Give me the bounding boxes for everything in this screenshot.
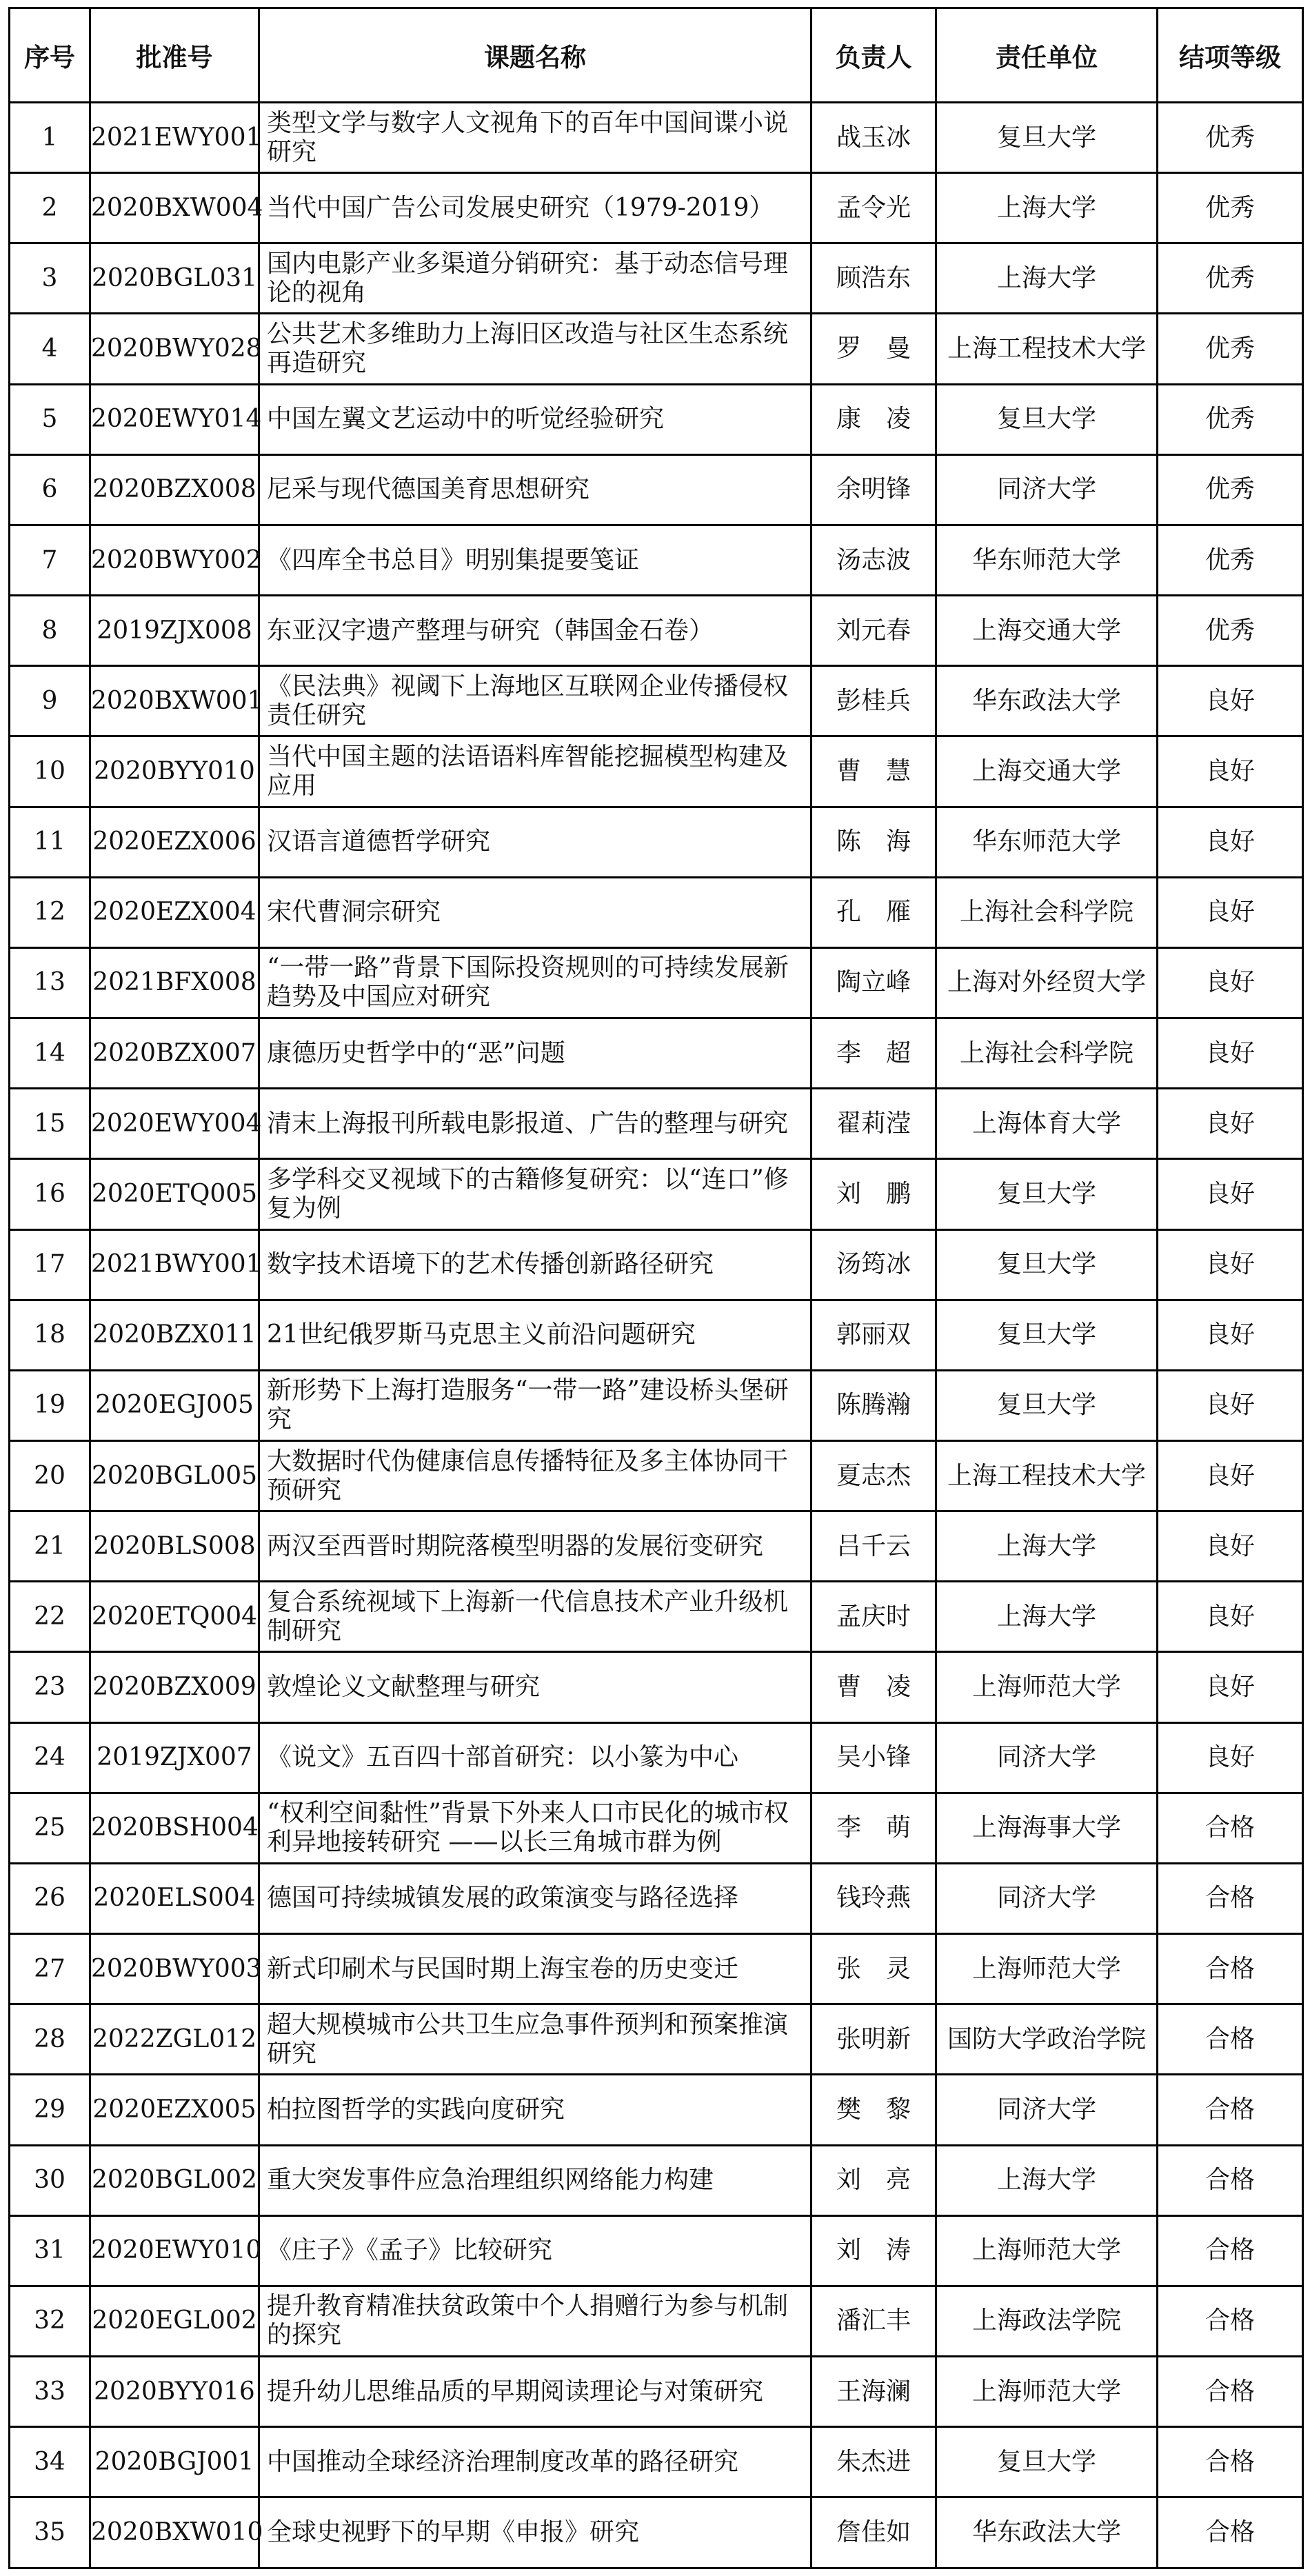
cell-title: 《说文》五百四十部首研究：以小篆为中心 — [259, 1722, 812, 1793]
cell-leader: 夏志杰 — [812, 1440, 936, 1511]
cell-no: 15 — [10, 1089, 90, 1159]
header-cell-leader: 负责人 — [812, 8, 936, 103]
table-row — [10, 1582, 1303, 1652]
cell-title: 东亚汉字遗产整理与研究（韩国金石卷） — [259, 596, 812, 666]
cell-leader: 余明锋 — [812, 454, 936, 525]
table-row — [10, 596, 1303, 666]
cell-code: 2020BZX009 — [90, 1652, 259, 1722]
cell-grade: 良好 — [1158, 1722, 1303, 1793]
cell-leader: 曹 凌 — [812, 1652, 936, 1722]
cell-title: 尼采与现代德国美育思想研究 — [259, 454, 812, 525]
cell-no: 9 — [10, 666, 90, 736]
cell-no: 16 — [10, 1159, 90, 1229]
table-row — [10, 454, 1303, 525]
cell-grade: 良好 — [1158, 1159, 1303, 1229]
cell-no: 26 — [10, 1863, 90, 1933]
cell-title: 新式印刷术与民国时期上海宝卷的历史变迁 — [259, 1934, 812, 2004]
cell-grade: 合格 — [1158, 1934, 1303, 2004]
table-row — [10, 103, 1303, 173]
cell-title: 清末上海报刊所载电影报道、广告的整理与研究 — [259, 1089, 812, 1159]
cell-title: 中国推动全球经济治理制度改革的路径研究 — [259, 2427, 812, 2497]
cell-no: 23 — [10, 1652, 90, 1722]
cell-grade: 良好 — [1158, 1089, 1303, 1159]
cell-unit: 上海交通大学 — [936, 736, 1158, 807]
cell-leader: 王海澜 — [812, 2357, 936, 2427]
cell-unit: 复旦大学 — [936, 1370, 1158, 1440]
cell-unit: 复旦大学 — [936, 1229, 1158, 1300]
cell-no: 11 — [10, 807, 90, 877]
cell-leader: 潘汇丰 — [812, 2286, 936, 2356]
header-cell-unit: 责任单位 — [936, 8, 1158, 103]
cell-unit: 上海社会科学院 — [936, 877, 1158, 947]
cell-no: 30 — [10, 2145, 90, 2215]
cell-no: 4 — [10, 314, 90, 384]
cell-no: 3 — [10, 243, 90, 314]
table-row — [10, 2497, 1303, 2568]
cell-code: 2019ZJX007 — [90, 1722, 259, 1793]
results-table — [8, 7, 1304, 2569]
cell-unit: 国防大学政治学院 — [936, 2004, 1158, 2075]
cell-no: 28 — [10, 2004, 90, 2075]
cell-grade: 合格 — [1158, 2286, 1303, 2356]
table-row — [10, 2004, 1303, 2075]
cell-leader: 孟庆时 — [812, 1582, 936, 1652]
cell-unit: 同济大学 — [936, 1863, 1158, 1933]
cell-code: 2020BWY002 — [90, 525, 259, 595]
cell-grade: 优秀 — [1158, 525, 1303, 595]
table-row — [10, 1440, 1303, 1511]
table-row — [10, 2145, 1303, 2215]
table-row — [10, 2075, 1303, 2145]
cell-leader: 李 超 — [812, 1018, 936, 1089]
cell-no: 33 — [10, 2357, 90, 2427]
cell-no: 19 — [10, 1370, 90, 1440]
cell-code: 2020EZX004 — [90, 877, 259, 947]
cell-code: 2020BWY028 — [90, 314, 259, 384]
cell-no: 21 — [10, 1511, 90, 1582]
cell-code: 2020BYY016 — [90, 2357, 259, 2427]
table-row — [10, 1652, 1303, 1722]
cell-code: 2020EGL002 — [90, 2286, 259, 2356]
cell-grade: 优秀 — [1158, 596, 1303, 666]
cell-title: 宋代曹洞宗研究 — [259, 877, 812, 947]
cell-code: 2020ELS004 — [90, 1863, 259, 1933]
cell-no: 18 — [10, 1300, 90, 1370]
cell-grade: 合格 — [1158, 1793, 1303, 1863]
cell-code: 2020BZX008 — [90, 454, 259, 525]
cell-grade: 合格 — [1158, 2004, 1303, 2075]
table-row — [10, 525, 1303, 595]
cell-leader: 孟令光 — [812, 173, 936, 243]
cell-code: 2020EZX006 — [90, 807, 259, 877]
cell-title: 《庄子》《孟子》比较研究 — [259, 2215, 812, 2286]
cell-unit: 上海师范大学 — [936, 1652, 1158, 1722]
cell-title: 超大规模城市公共卫生应急事件预判和预案推演研究 — [259, 2004, 812, 2075]
table-row — [10, 1159, 1303, 1229]
cell-grade: 优秀 — [1158, 173, 1303, 243]
cell-grade: 良好 — [1158, 1018, 1303, 1089]
cell-no: 5 — [10, 384, 90, 454]
cell-title: 新形势下上海打造服务“一带一路”建设桥头堡研究 — [259, 1370, 812, 1440]
cell-leader: 钱玲燕 — [812, 1863, 936, 1933]
cell-title: 全球史视野下的早期《申报》研究 — [259, 2497, 812, 2568]
table-row — [10, 877, 1303, 947]
cell-no: 35 — [10, 2497, 90, 2568]
cell-title: 21世纪俄罗斯马克思主义前沿问题研究 — [259, 1300, 812, 1370]
cell-leader: 刘 涛 — [812, 2215, 936, 2286]
table-row — [10, 314, 1303, 384]
cell-unit: 华东政法大学 — [936, 2497, 1158, 2568]
cell-unit: 复旦大学 — [936, 384, 1158, 454]
header-cell-grade: 结项等级 — [1158, 8, 1303, 103]
cell-code: 2020BZX011 — [90, 1300, 259, 1370]
table-row — [10, 2357, 1303, 2427]
cell-code: 2020EWY010 — [90, 2215, 259, 2286]
cell-leader: 顾浩东 — [812, 243, 936, 314]
cell-no: 17 — [10, 1229, 90, 1300]
cell-unit: 上海大学 — [936, 1511, 1158, 1582]
cell-code: 2020BWY003 — [90, 1934, 259, 2004]
table-row — [10, 2286, 1303, 2356]
cell-code: 2021EWY001 — [90, 103, 259, 173]
table-row — [10, 2215, 1303, 2286]
cell-title: 德国可持续城镇发展的政策演变与路径选择 — [259, 1863, 812, 1933]
cell-title: 国内电影产业多渠道分销研究：基于动态信号理论的视角 — [259, 243, 812, 314]
cell-unit: 复旦大学 — [936, 103, 1158, 173]
cell-unit: 上海大学 — [936, 173, 1158, 243]
cell-title: 数字技术语境下的艺术传播创新路径研究 — [259, 1229, 812, 1300]
cell-code: 2020BZX007 — [90, 1018, 259, 1089]
cell-leader: 翟莉滢 — [812, 1089, 936, 1159]
table-row — [10, 1018, 1303, 1089]
cell-grade: 优秀 — [1158, 243, 1303, 314]
cell-no: 7 — [10, 525, 90, 595]
cell-unit: 上海社会科学院 — [936, 1018, 1158, 1089]
cell-code: 2020BSH004 — [90, 1793, 259, 1863]
cell-leader: 汤志波 — [812, 525, 936, 595]
table-row — [10, 1300, 1303, 1370]
cell-code: 2020BXW004 — [90, 173, 259, 243]
cell-code: 2020BXW010 — [90, 2497, 259, 2568]
cell-title: 提升幼儿思维品质的早期阅读理论与对策研究 — [259, 2357, 812, 2427]
cell-unit: 上海大学 — [936, 2145, 1158, 2215]
cell-title: 当代中国主题的法语语料库智能挖掘模型构建及应用 — [259, 736, 812, 807]
cell-grade: 良好 — [1158, 1652, 1303, 1722]
cell-unit: 上海工程技术大学 — [936, 314, 1158, 384]
table-row — [10, 947, 1303, 1018]
cell-title: 康德历史哲学中的“恶”问题 — [259, 1018, 812, 1089]
cell-grade: 优秀 — [1158, 454, 1303, 525]
cell-grade: 良好 — [1158, 947, 1303, 1018]
cell-unit: 华东师范大学 — [936, 525, 1158, 595]
cell-title: 类型文学与数字人文视角下的百年中国间谍小说研究 — [259, 103, 812, 173]
cell-no: 13 — [10, 947, 90, 1018]
cell-grade: 合格 — [1158, 1863, 1303, 1933]
cell-unit: 上海交通大学 — [936, 596, 1158, 666]
cell-no: 8 — [10, 596, 90, 666]
cell-grade: 良好 — [1158, 807, 1303, 877]
cell-leader: 刘 鹏 — [812, 1159, 936, 1229]
cell-grade: 良好 — [1158, 1300, 1303, 1370]
cell-leader: 孔 雁 — [812, 877, 936, 947]
cell-grade: 良好 — [1158, 666, 1303, 736]
cell-no: 6 — [10, 454, 90, 525]
cell-unit: 上海师范大学 — [936, 2215, 1158, 2286]
cell-no: 12 — [10, 877, 90, 947]
cell-grade: 合格 — [1158, 2427, 1303, 2497]
cell-no: 20 — [10, 1440, 90, 1511]
cell-code: 2022ZGL012 — [90, 2004, 259, 2075]
cell-code: 2020BXW001 — [90, 666, 259, 736]
cell-leader: 曹 慧 — [812, 736, 936, 807]
cell-leader: 战玉冰 — [812, 103, 936, 173]
cell-leader: 吴小锋 — [812, 1722, 936, 1793]
cell-code: 2020BGL005 — [90, 1440, 259, 1511]
cell-grade: 良好 — [1158, 877, 1303, 947]
table-row — [10, 384, 1303, 454]
cell-code: 2019ZJX008 — [90, 596, 259, 666]
cell-code: 2020BYY010 — [90, 736, 259, 807]
table-body — [10, 103, 1303, 2568]
cell-unit: 上海大学 — [936, 1582, 1158, 1652]
cell-title: 敦煌论义文献整理与研究 — [259, 1652, 812, 1722]
cell-leader: 彭桂兵 — [812, 666, 936, 736]
cell-leader: 朱杰进 — [812, 2427, 936, 2497]
cell-leader: 郭丽双 — [812, 1300, 936, 1370]
cell-grade: 良好 — [1158, 736, 1303, 807]
cell-title: 当代中国广告公司发展史研究（1979-2019） — [259, 173, 812, 243]
cell-code: 2020ETQ004 — [90, 1582, 259, 1652]
cell-code: 2021BFX008 — [90, 947, 259, 1018]
table-row — [10, 2427, 1303, 2497]
cell-grade: 优秀 — [1158, 384, 1303, 454]
cell-unit: 上海体育大学 — [936, 1089, 1158, 1159]
cell-leader: 张明新 — [812, 2004, 936, 2075]
cell-title: “一带一路”背景下国际投资规则的可持续发展新趋势及中国应对研究 — [259, 947, 812, 1018]
cell-title: 公共艺术多维助力上海旧区改造与社区生态系统再造研究 — [259, 314, 812, 384]
cell-title: 中国左翼文艺运动中的听觉经验研究 — [259, 384, 812, 454]
cell-unit: 上海工程技术大学 — [936, 1440, 1158, 1511]
cell-title: “权利空间黏性”背景下外来人口市民化的城市权利异地接转研究 ——以长三角城市群为例 — [259, 1793, 812, 1863]
cell-grade: 优秀 — [1158, 103, 1303, 173]
cell-no: 25 — [10, 1793, 90, 1863]
cell-leader: 樊 黎 — [812, 2075, 936, 2145]
cell-leader: 陶立峰 — [812, 947, 936, 1018]
cell-title: 复合系统视域下上海新一代信息技术产业升级机制研究 — [259, 1582, 812, 1652]
cell-title: 多学科交叉视域下的古籍修复研究：以“连口”修复为例 — [259, 1159, 812, 1229]
cell-unit: 华东政法大学 — [936, 666, 1158, 736]
cell-leader: 罗 曼 — [812, 314, 936, 384]
cell-leader: 刘元春 — [812, 596, 936, 666]
cell-unit: 上海海事大学 — [936, 1793, 1158, 1863]
header-cell-no: 序号 — [10, 8, 90, 103]
table-row — [10, 666, 1303, 736]
table-row — [10, 807, 1303, 877]
cell-no: 29 — [10, 2075, 90, 2145]
header-cell-title: 课题名称 — [259, 8, 812, 103]
cell-title: 柏拉图哲学的实践向度研究 — [259, 2075, 812, 2145]
cell-unit: 复旦大学 — [936, 1300, 1158, 1370]
cell-title: 大数据时代伪健康信息传播特征及多主体协同干预研究 — [259, 1440, 812, 1511]
cell-title: 汉语言道德哲学研究 — [259, 807, 812, 877]
cell-unit: 上海师范大学 — [936, 2357, 1158, 2427]
cell-grade: 良好 — [1158, 1229, 1303, 1300]
cell-no: 10 — [10, 736, 90, 807]
header-cell-code: 批准号 — [90, 8, 259, 103]
cell-code: 2020EWY014 — [90, 384, 259, 454]
cell-grade: 合格 — [1158, 2075, 1303, 2145]
cell-no: 22 — [10, 1582, 90, 1652]
cell-grade: 优秀 — [1158, 314, 1303, 384]
table-row — [10, 1934, 1303, 2004]
cell-title: 《民法典》视阈下上海地区互联网企业传播侵权责任研究 — [259, 666, 812, 736]
cell-leader: 汤筠冰 — [812, 1229, 936, 1300]
cell-code: 2020BGL002 — [90, 2145, 259, 2215]
cell-unit: 上海大学 — [936, 243, 1158, 314]
table-row — [10, 736, 1303, 807]
table-row — [10, 1793, 1303, 1863]
cell-leader: 陈 海 — [812, 807, 936, 877]
cell-no: 31 — [10, 2215, 90, 2286]
cell-no: 1 — [10, 103, 90, 173]
cell-code: 2020EZX005 — [90, 2075, 259, 2145]
cell-no: 2 — [10, 173, 90, 243]
cell-code: 2020BGL031 — [90, 243, 259, 314]
cell-code: 2020ETQ005 — [90, 1159, 259, 1229]
table-row — [10, 1722, 1303, 1793]
table-row — [10, 1863, 1303, 1933]
cell-grade: 良好 — [1158, 1582, 1303, 1652]
cell-grade: 良好 — [1158, 1511, 1303, 1582]
table-row — [10, 173, 1303, 243]
cell-code: 2020EWY004 — [90, 1089, 259, 1159]
cell-code: 2020EGJ005 — [90, 1370, 259, 1440]
cell-title: 重大突发事件应急治理组织网络能力构建 — [259, 2145, 812, 2215]
cell-no: 34 — [10, 2427, 90, 2497]
cell-unit: 华东师范大学 — [936, 807, 1158, 877]
cell-code: 2021BWY001 — [90, 1229, 259, 1300]
cell-no: 32 — [10, 2286, 90, 2356]
cell-code: 2020BGJ001 — [90, 2427, 259, 2497]
cell-title: 两汉至西晋时期院落模型明器的发展衍变研究 — [259, 1511, 812, 1582]
table-row — [10, 243, 1303, 314]
cell-unit: 复旦大学 — [936, 1159, 1158, 1229]
cell-unit: 上海对外经贸大学 — [936, 947, 1158, 1018]
cell-unit: 同济大学 — [936, 2075, 1158, 2145]
cell-grade: 良好 — [1158, 1440, 1303, 1511]
cell-leader: 张 灵 — [812, 1934, 936, 2004]
table-row — [10, 1229, 1303, 1300]
header-row — [10, 8, 1303, 103]
cell-grade: 合格 — [1158, 2357, 1303, 2427]
cell-unit: 同济大学 — [936, 454, 1158, 525]
cell-leader: 李 萌 — [812, 1793, 936, 1863]
cell-unit: 上海政法学院 — [936, 2286, 1158, 2356]
cell-leader: 陈腾瀚 — [812, 1370, 936, 1440]
cell-leader: 康 凌 — [812, 384, 936, 454]
cell-no: 24 — [10, 1722, 90, 1793]
cell-leader: 吕千云 — [812, 1511, 936, 1582]
cell-grade: 良好 — [1158, 1370, 1303, 1440]
cell-grade: 合格 — [1158, 2215, 1303, 2286]
cell-title: 《四库全书总目》明别集提要笺证 — [259, 525, 812, 595]
table-row — [10, 1089, 1303, 1159]
cell-leader: 刘 亮 — [812, 2145, 936, 2215]
cell-no: 27 — [10, 1934, 90, 2004]
cell-unit: 复旦大学 — [936, 2427, 1158, 2497]
table-row — [10, 1370, 1303, 1440]
cell-leader: 詹佳如 — [812, 2497, 936, 2568]
cell-unit: 上海师范大学 — [936, 1934, 1158, 2004]
cell-grade: 合格 — [1158, 2497, 1303, 2568]
cell-grade: 合格 — [1158, 2145, 1303, 2215]
cell-title: 提升教育精准扶贫政策中个人捐赠行为参与机制的探究 — [259, 2286, 812, 2356]
table-row — [10, 1511, 1303, 1582]
cell-no: 14 — [10, 1018, 90, 1089]
cell-code: 2020BLS008 — [90, 1511, 259, 1582]
cell-unit: 同济大学 — [936, 1722, 1158, 1793]
